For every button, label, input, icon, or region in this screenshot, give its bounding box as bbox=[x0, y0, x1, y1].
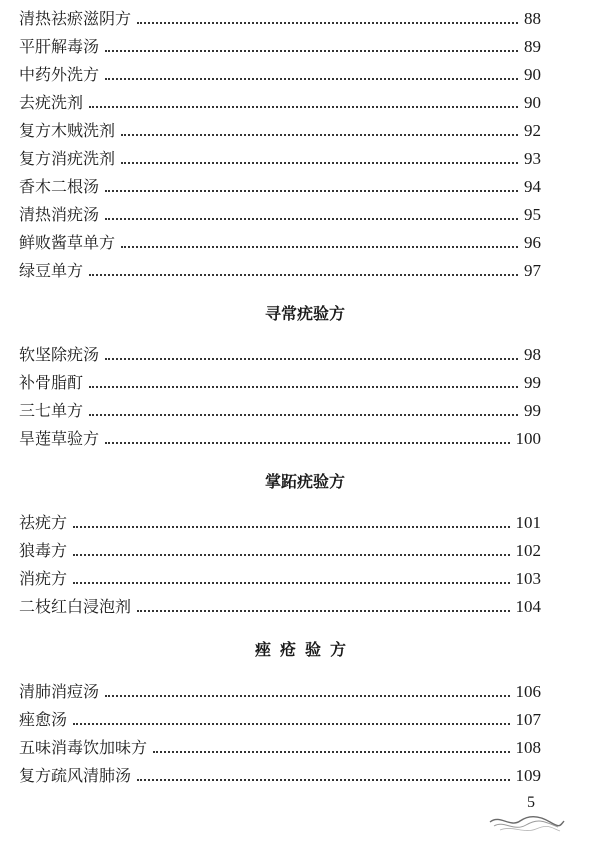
toc-entry-title: 复方疏风清肺汤 bbox=[19, 766, 132, 785]
dot-leader bbox=[89, 400, 518, 416]
toc-entry-page: 102 bbox=[515, 541, 541, 560]
toc-entry-title: 去疣洗剂 bbox=[19, 93, 84, 112]
toc-entry-page: 99 bbox=[524, 401, 541, 420]
dot-leader bbox=[73, 568, 509, 584]
dot-leader bbox=[105, 64, 518, 80]
toc-entry[interactable] bbox=[19, 736, 541, 760]
wave-ornament-icon bbox=[488, 812, 566, 834]
toc-entry-title: 中药外洗方 bbox=[19, 65, 100, 84]
toc-entry-title: 三七单方 bbox=[19, 401, 84, 420]
toc-entry[interactable] bbox=[19, 343, 541, 367]
toc-entry[interactable] bbox=[19, 91, 541, 115]
dot-leader bbox=[137, 596, 509, 612]
toc-entry[interactable] bbox=[19, 595, 541, 619]
toc-entry[interactable] bbox=[19, 708, 541, 732]
toc-entry[interactable] bbox=[19, 231, 541, 255]
dot-leader bbox=[89, 260, 518, 276]
toc-entry-page: 98 bbox=[524, 345, 541, 364]
toc-entry[interactable] bbox=[19, 147, 541, 171]
toc-entry[interactable] bbox=[19, 567, 541, 591]
toc-entry[interactable] bbox=[19, 175, 541, 199]
dot-leader bbox=[73, 540, 509, 556]
toc-entry[interactable] bbox=[19, 511, 541, 535]
toc-entry-title: 复方木贼洗剂 bbox=[19, 121, 116, 140]
toc-entry-title: 五味消毒饮加味方 bbox=[19, 738, 148, 757]
toc-entry-page: 88 bbox=[524, 9, 541, 28]
toc-entry-page: 96 bbox=[524, 233, 541, 252]
toc-entry[interactable] bbox=[19, 764, 541, 788]
toc-entry-page: 108 bbox=[515, 738, 541, 757]
dot-leader bbox=[105, 204, 518, 220]
toc-entry-title: 清热祛瘀滋阴方 bbox=[19, 9, 132, 28]
dot-leader bbox=[89, 372, 518, 388]
toc-entry-title: 软坚除疣汤 bbox=[19, 345, 100, 364]
dot-leader bbox=[105, 176, 518, 192]
toc-entry-page: 101 bbox=[515, 513, 541, 532]
dot-leader bbox=[105, 36, 518, 52]
toc-entry-page: 103 bbox=[515, 569, 541, 588]
toc-entry-title: 鲜败酱草单方 bbox=[19, 233, 116, 252]
toc-entry[interactable] bbox=[19, 259, 541, 283]
toc-entry-title: 香木二根汤 bbox=[19, 177, 100, 196]
toc-entry-page: 97 bbox=[524, 261, 541, 280]
toc-entry[interactable] bbox=[19, 427, 541, 451]
page-number: 5 bbox=[527, 794, 535, 811]
toc-entry-page: 99 bbox=[524, 373, 541, 392]
toc-entry-page: 92 bbox=[524, 121, 541, 140]
dot-leader bbox=[121, 120, 518, 136]
toc-entry-page: 100 bbox=[515, 429, 541, 448]
toc-entry-page: 95 bbox=[524, 205, 541, 224]
toc-entry[interactable] bbox=[19, 371, 541, 395]
toc-entry-page: 94 bbox=[524, 177, 541, 196]
dot-leader bbox=[105, 681, 509, 697]
dot-leader bbox=[73, 709, 509, 725]
toc-entry-page: 109 bbox=[515, 766, 541, 785]
toc-entry-title: 消疣方 bbox=[19, 569, 68, 588]
section-heading: 痤疮验方 bbox=[254, 640, 355, 659]
toc-entry[interactable] bbox=[19, 539, 541, 563]
dot-leader bbox=[89, 92, 518, 108]
dot-leader bbox=[137, 765, 509, 781]
toc-entry[interactable] bbox=[19, 680, 541, 704]
toc-entry-page: 104 bbox=[515, 597, 541, 616]
dot-leader bbox=[153, 737, 509, 753]
toc-entry-page: 107 bbox=[515, 710, 541, 729]
toc-entry-title: 复方消疣洗剂 bbox=[19, 149, 116, 168]
toc-entry-title: 平肝解毒汤 bbox=[19, 37, 100, 56]
toc-entry-page: 90 bbox=[524, 65, 541, 84]
toc-entry-title: 二枝红白浸泡剂 bbox=[19, 597, 132, 616]
toc-entry-title: 旱莲草验方 bbox=[19, 429, 100, 448]
toc-entry-title: 祛疣方 bbox=[19, 513, 68, 532]
dot-leader bbox=[105, 428, 509, 444]
toc-entry-title: 狼毒方 bbox=[19, 541, 68, 560]
section-heading: 寻常疣验方 bbox=[264, 304, 345, 323]
toc-entry-title: 痤愈汤 bbox=[19, 710, 68, 729]
dot-leader bbox=[137, 8, 518, 24]
toc-entry-title: 绿豆单方 bbox=[19, 261, 84, 280]
toc-entry[interactable] bbox=[19, 35, 541, 59]
toc-entry[interactable] bbox=[19, 203, 541, 227]
toc-entry-page: 93 bbox=[524, 149, 541, 168]
toc-entry-title: 补骨脂酊 bbox=[19, 373, 84, 392]
toc-entry-title: 清肺消痘汤 bbox=[19, 682, 100, 701]
toc-entry-page: 89 bbox=[524, 37, 541, 56]
dot-leader bbox=[121, 148, 518, 164]
toc-entry-title: 清热消疣汤 bbox=[19, 205, 100, 224]
toc-entry-page: 90 bbox=[524, 93, 541, 112]
toc-entry-page: 106 bbox=[515, 682, 541, 701]
toc-entry[interactable] bbox=[19, 119, 541, 143]
dot-leader bbox=[105, 344, 518, 360]
toc-entry[interactable] bbox=[19, 399, 541, 423]
toc-entry[interactable] bbox=[19, 7, 541, 31]
toc-entry[interactable] bbox=[19, 63, 541, 87]
section-heading: 掌跖疣验方 bbox=[264, 472, 345, 491]
dot-leader bbox=[121, 232, 518, 248]
dot-leader bbox=[73, 512, 509, 528]
